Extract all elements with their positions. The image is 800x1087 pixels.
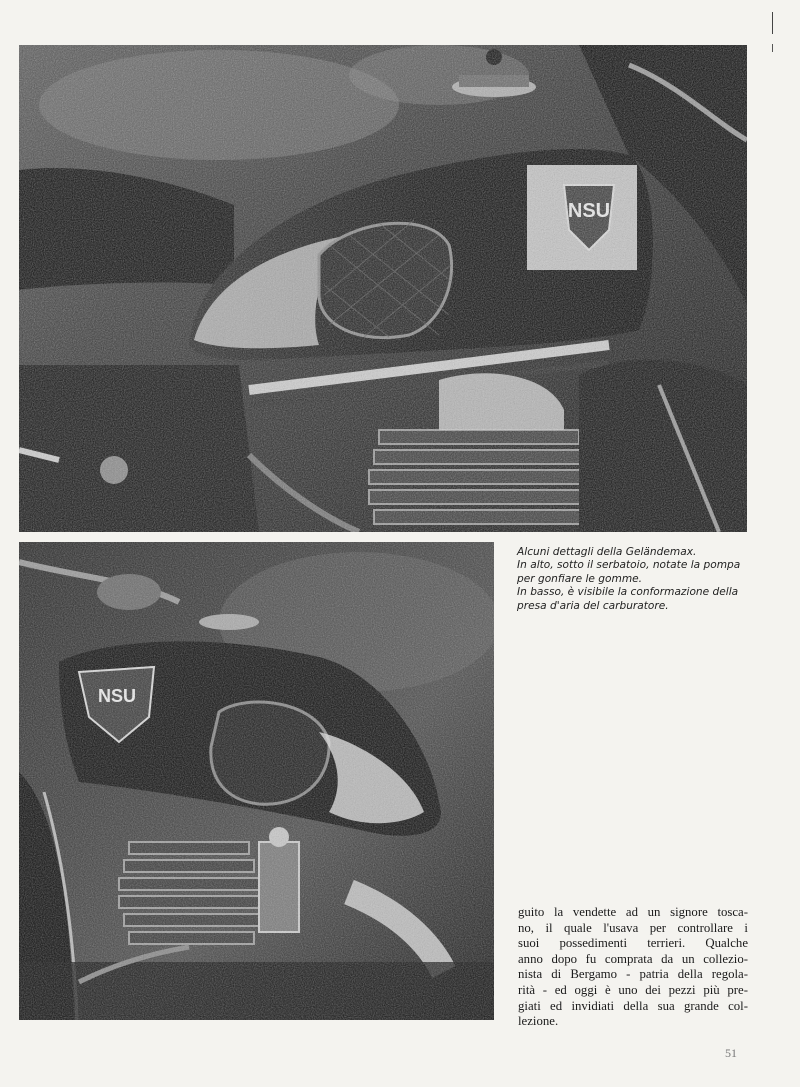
- body-line: nista di Bergamo - patria della regola-: [518, 967, 748, 982]
- caption-line: per gonfiare le gomme.: [517, 572, 643, 585]
- photo-bottom-carburettor-detail: [19, 542, 494, 1020]
- photo-caption: [517, 546, 762, 613]
- body-line: rità - ed oggi è uno dei pezzi più pre-: [518, 982, 748, 997]
- photo-top-tank-detail: [19, 45, 747, 532]
- body-line: lezione.: [518, 1014, 559, 1029]
- body-line: guito la vendette ad un signore tosca-: [518, 905, 748, 919]
- body-line: no, il quale l'usava per controllare i: [518, 920, 748, 935]
- photo-bottom-image: [19, 542, 494, 1020]
- photo-top-image: [19, 45, 747, 532]
- body-line: anno dopo fu comprata da un collezio-: [518, 951, 748, 966]
- page-number: 51: [725, 1046, 737, 1060]
- article-body-text: [518, 905, 748, 1030]
- caption-line: In basso, è visibile la conformazione della: [517, 586, 739, 599]
- caption-line: Alcuni dettagli della Geländemax.: [517, 546, 697, 558]
- caption-line: In alto, sotto il serbatoio, notate la pompa: [517, 559, 741, 572]
- caption-line: presa d'aria del carburatore.: [517, 599, 669, 612]
- crop-mark: [772, 12, 773, 34]
- body-line: suoi possedimenti terrieri. Qualche: [518, 936, 748, 951]
- body-line: giati ed invidiati della sua grande col-: [518, 998, 748, 1013]
- crop-mark: [772, 44, 773, 52]
